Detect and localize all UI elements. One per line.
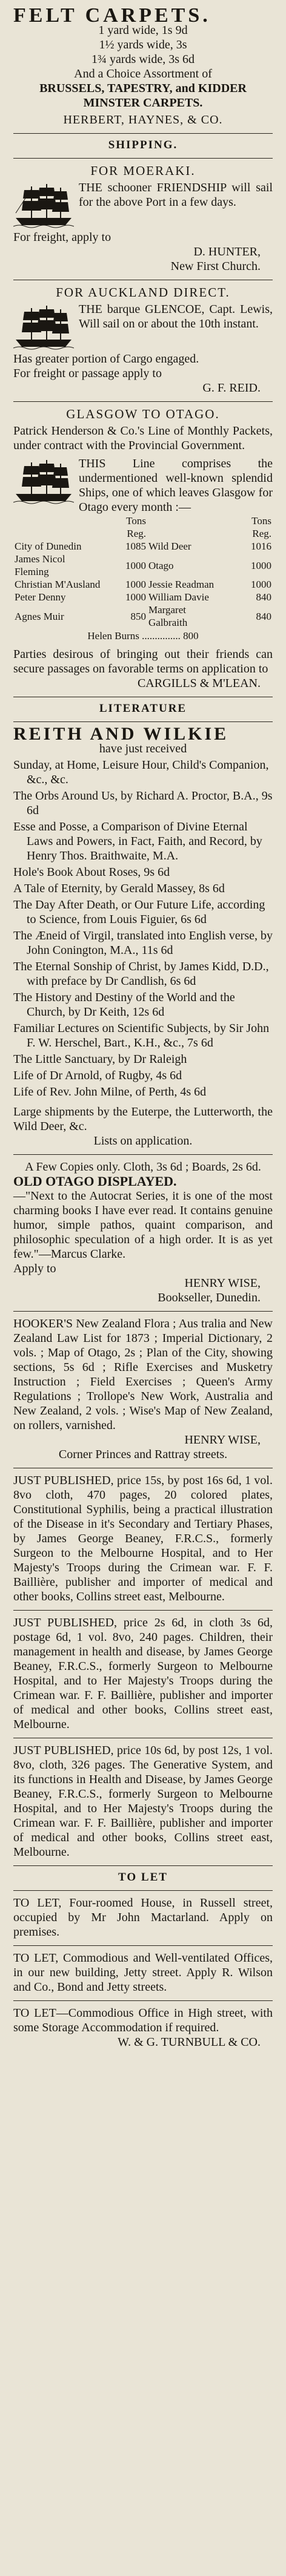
book-item: Hole's Book About Roses, 9s 6d [13,866,170,879]
glasgow-heading: GLASGOW TO OTAGO. [66,407,220,421]
vessel-tons: 840 [256,610,271,622]
divider [13,1945,273,1946]
book-item: The History and Destiny of the World and the Church, by Dr Keith, 12s 6d [13,991,235,1019]
vessel-tons: 850 [130,610,146,622]
moeraki-address: New First Church. [170,260,261,273]
moeraki-apply: For freight, apply to [13,231,111,244]
moeraki-ad [13,163,273,274]
vessel-name: Otago [148,559,174,571]
book-item: Sunday, at Home, Leisure Hour, Child's Companion, &c., &c. [13,758,269,786]
felt-carpets-title: FELT CARPETS. [13,4,211,27]
table-row [13,553,273,578]
old-otago-apply: Apply to [13,1262,56,1275]
auckland-agent: G. F. REID. [202,381,261,395]
hooker-ad [13,1316,273,1462]
divider [13,1890,273,1891]
book-item: The Æneid of Virgil, translated into English verse, by John Conington, M.A., 11s 6d [13,929,273,957]
vessel-tons: 1000 [125,579,146,590]
vessel-name: Wild Deer [148,540,191,552]
divider [13,401,273,402]
vessel-tons: 1000 [125,591,146,603]
lists-note: Lists on application. [93,1134,193,1148]
tons-header: Tons Reg. [251,515,271,539]
book-item: The Orbs Around Us, by Richard A. Proctor, B.A., 9s 6d [13,789,273,817]
reith-wilkie-firm: REITH AND WILKIE [13,724,229,744]
old-otago-title: OLD OTAGO DISPLAYED. [13,1174,177,1189]
book-item: The Little Sanctuary, by Dr Raleigh [13,1053,187,1066]
reith-wilkie-ad [13,724,273,1148]
vessel-name: James Nicol Fleming [15,553,65,577]
tons-header: Tons Reg. [126,515,146,539]
old-otago-agent: HENRY WISE, [184,1276,261,1290]
auckland-body: THE barque GLENCOE, Capt. Lewis, Will sail on or about the 10th instant. [79,303,273,330]
glasgow-closing: Parties desirous of bringing out their friends can secure passages on favorable terms on application to [13,648,273,675]
moeraki-body: THE schooner FRIENDSHIP will sail for the above Port in a few days. [79,181,273,209]
vessel-name: Agnes Muir [15,610,64,622]
felt-price-line: 1¾ yards wide, 3s 6d [91,53,195,66]
vessel-name: Margaret Galbraith [148,604,188,628]
old-otago-role: Bookseller, Dunedin. [158,1291,261,1304]
table-row [13,540,273,553]
glasgow-agent: CARGILLS & M'LEAN. [137,677,261,690]
moeraki-heading: FOR MOERAKI. [90,163,196,178]
divider [13,721,273,722]
felt-price-line: 1 yard wide, 1s 9d [98,24,188,37]
book-item: Life of Rev. John Milne, of Perth, 4s 6d [13,1085,207,1099]
felt-firm: HERBERT, HAYNES, & CO. [63,113,223,126]
vessel-name: Christian M'Ausland [15,579,101,590]
sailing-ship-icon [13,303,74,350]
publication-ad: JUST PUBLISHED, price 2s 6d, in cloth 3s 6d, postage 6d, 1 vol. 8vo, 240 pages. Children, their management in health and disease, by James George Beaney, F.R.C.S., formerly Surgeon to Melbourne Hospital, and to Her Majesty's Troops during the Crimean war. F. F. Baillière, publisher and importer of medical and other books, Collins street east, Melbourne. [13,1616,273,1731]
vessel-tons: 840 [256,591,271,603]
book-item: Familiar Lectures on Scientific Subjects, by Sir John F. W. Herschel, Bart., K.H., &c., 7s 6d [13,1022,270,1050]
book-item: Life of Dr Arnold, of Rugby, 4s 6d [13,1069,182,1082]
auckland-ad [13,285,273,395]
vessel-name: William Davie [148,591,209,603]
book-item: The Eternal Sonship of Christ, by James Kidd, D.D., with preface by Dr Candlish, 6s 6d [13,960,269,988]
felt-carpets-ad [13,4,273,127]
divider [13,2000,273,2001]
divider [13,1311,273,1312]
divider [13,158,273,159]
glasgow-body: THIS Line comprises the undermentioned well-known splendid Ships, one of which leaves Glasgow for Otago every month :— [79,457,273,514]
to-let-item: TO LET, Four-roomed House, in Russell street, occupied by Mr John Mactarland. Apply on premises. [13,1896,273,1939]
vessel-tons: 1000 [251,579,271,590]
vessel-tons: 1000 [251,559,271,571]
to-let-item: TO LET, Commodious and Well-ventilated Offices, in our new building, Jetty street. Apply R. Wilson and Co., Bond and Jetty streets. [13,1951,273,1994]
book-item: The Day After Death, or Our Future Life, according to Science, from Louis Figuier, 6s 6d [13,898,265,926]
divider [13,1154,273,1155]
last-vessel: Helen Burns ............... 800 [87,630,199,642]
table-row [13,591,273,603]
glasgow-ad [13,407,273,691]
felt-brands: BRUSSELS, TAPESTRY, and KIDDER MINSTER CARPETS. [39,82,247,110]
auckland-accommodation: Has greater portion of Cargo engaged. [13,352,199,366]
felt-and-line: And a Choice Assortment of [74,67,212,80]
publication-ad: JUST PUBLISHED, price 10s 6d, by post 12s, 1 vol. 8vo, cloth, 326 pages. The Generative System, and its functions in Health and Disease, by James George Beaney, F.R.C.S., formerly Surgeon to Melbourne Hospital, and to Her Majesty's Troops during the Crimean war. F. F. Baillière, publisher and importer of medical and other books, Collins street east, Melbourne. [13,1744,273,1859]
moeraki-agent: D. HUNTER, [193,245,261,258]
reith-wilkie-received: have just received [99,742,187,755]
to-let-item: TO LET—Commodious Office in High street, with some Storage Accommodation if required. [13,2006,273,2034]
vessel-tons: 1085 [125,540,146,552]
table-row [13,603,273,629]
book-item: A Tale of Eternity, by Gerald Massey, 8s 6d [13,882,225,895]
glasgow-intro: Patrick Henderson & Co.'s Line of Monthly Packets, under contract with the Provincial Government. [13,424,273,452]
hooker-agent: HENRY WISE, [184,1433,261,1447]
hooker-address: Corner Princes and Rattray streets. [58,1448,228,1461]
to-let-agent: W. & G. TURNBULL & CO. [118,2036,261,2049]
table-row [13,578,273,591]
shipping-heading: SHIPPING. [108,139,178,151]
vessel-tons: 1000 [125,559,146,571]
vessel-table [13,514,273,629]
old-otago-copies: A Few Copies only. Cloth, 3s 6d ; Boards, 2s 6d. [25,1160,261,1174]
vessel-tons: 1016 [251,540,271,552]
vessel-name: Peter Denny [15,591,66,603]
literature-heading: LITERATURE [99,702,187,715]
book-item: Esse and Posse, a Comparison of Divine Eternal Laws and Powers, in Fact, Faith, and Record, by Henry Thos. Braithwaite, M.A. [13,820,262,862]
sailing-ship-icon [13,458,74,505]
felt-price-line: 1½ yards wide, 3s [99,38,187,51]
old-otago-body: —"Next to the Autocrat Series, it is one of the most charming books I have ever read. It contains genuine humor, simple pathos, quaint comparison, and philosophic speculation of a high order. It is as yet few."—Marcus Clarke. [13,1189,273,1261]
old-otago-ad [13,1160,273,1305]
vessel-name: Jessie Readman [148,579,215,590]
divider [13,1865,273,1866]
shipments-note: Large shipments by the Euterpe, the Lutterworth, the Wild Deer, &c. [13,1105,273,1133]
auckland-apply: For freight or passage apply to [13,367,162,380]
hooker-body: HOOKER'S New Zealand Flora ; Aus tralia and New Zealand Law List for 1873 ; Imperial Dictionary, 2 vols. ; Map of Otago, 2s ; Plan of the City, showing sections, 5s 6d ; Rifle Exercises and Musketry Instruction ; Field Exercises ; Queen's Army Regulations ; Trollope's New Work, Australia and New Zealand, 2 vols. ; Wise's Map of New Zealand, on rollers, varnished. [13,1317,273,1432]
vessel-name: City of Dunedin [15,540,82,552]
publication-ad: JUST PUBLISHED, price 15s, by post 16s 6d, 1 vol. 8vo cloth, 470 pages, 20 colored plates, Constitutional Syphilis, being a practical illustration of the Disease in it's Secondary and Tertiary Phases, by James George Beaney, F.R.C.S., formerly Surgeon to the Melbourne Hospital, and to Her Majesty's Troops during the Crimean war. F. F. Baillière, publisher and importer of medical and other books, Collins street east, Melbourne. [13,1474,273,1603]
divider [13,1610,273,1611]
sailing-ship-icon [13,182,74,229]
divider [13,133,273,134]
to-let-heading: TO LET [118,1871,168,1884]
auckland-heading: FOR AUCKLAND DIRECT. [56,285,230,300]
